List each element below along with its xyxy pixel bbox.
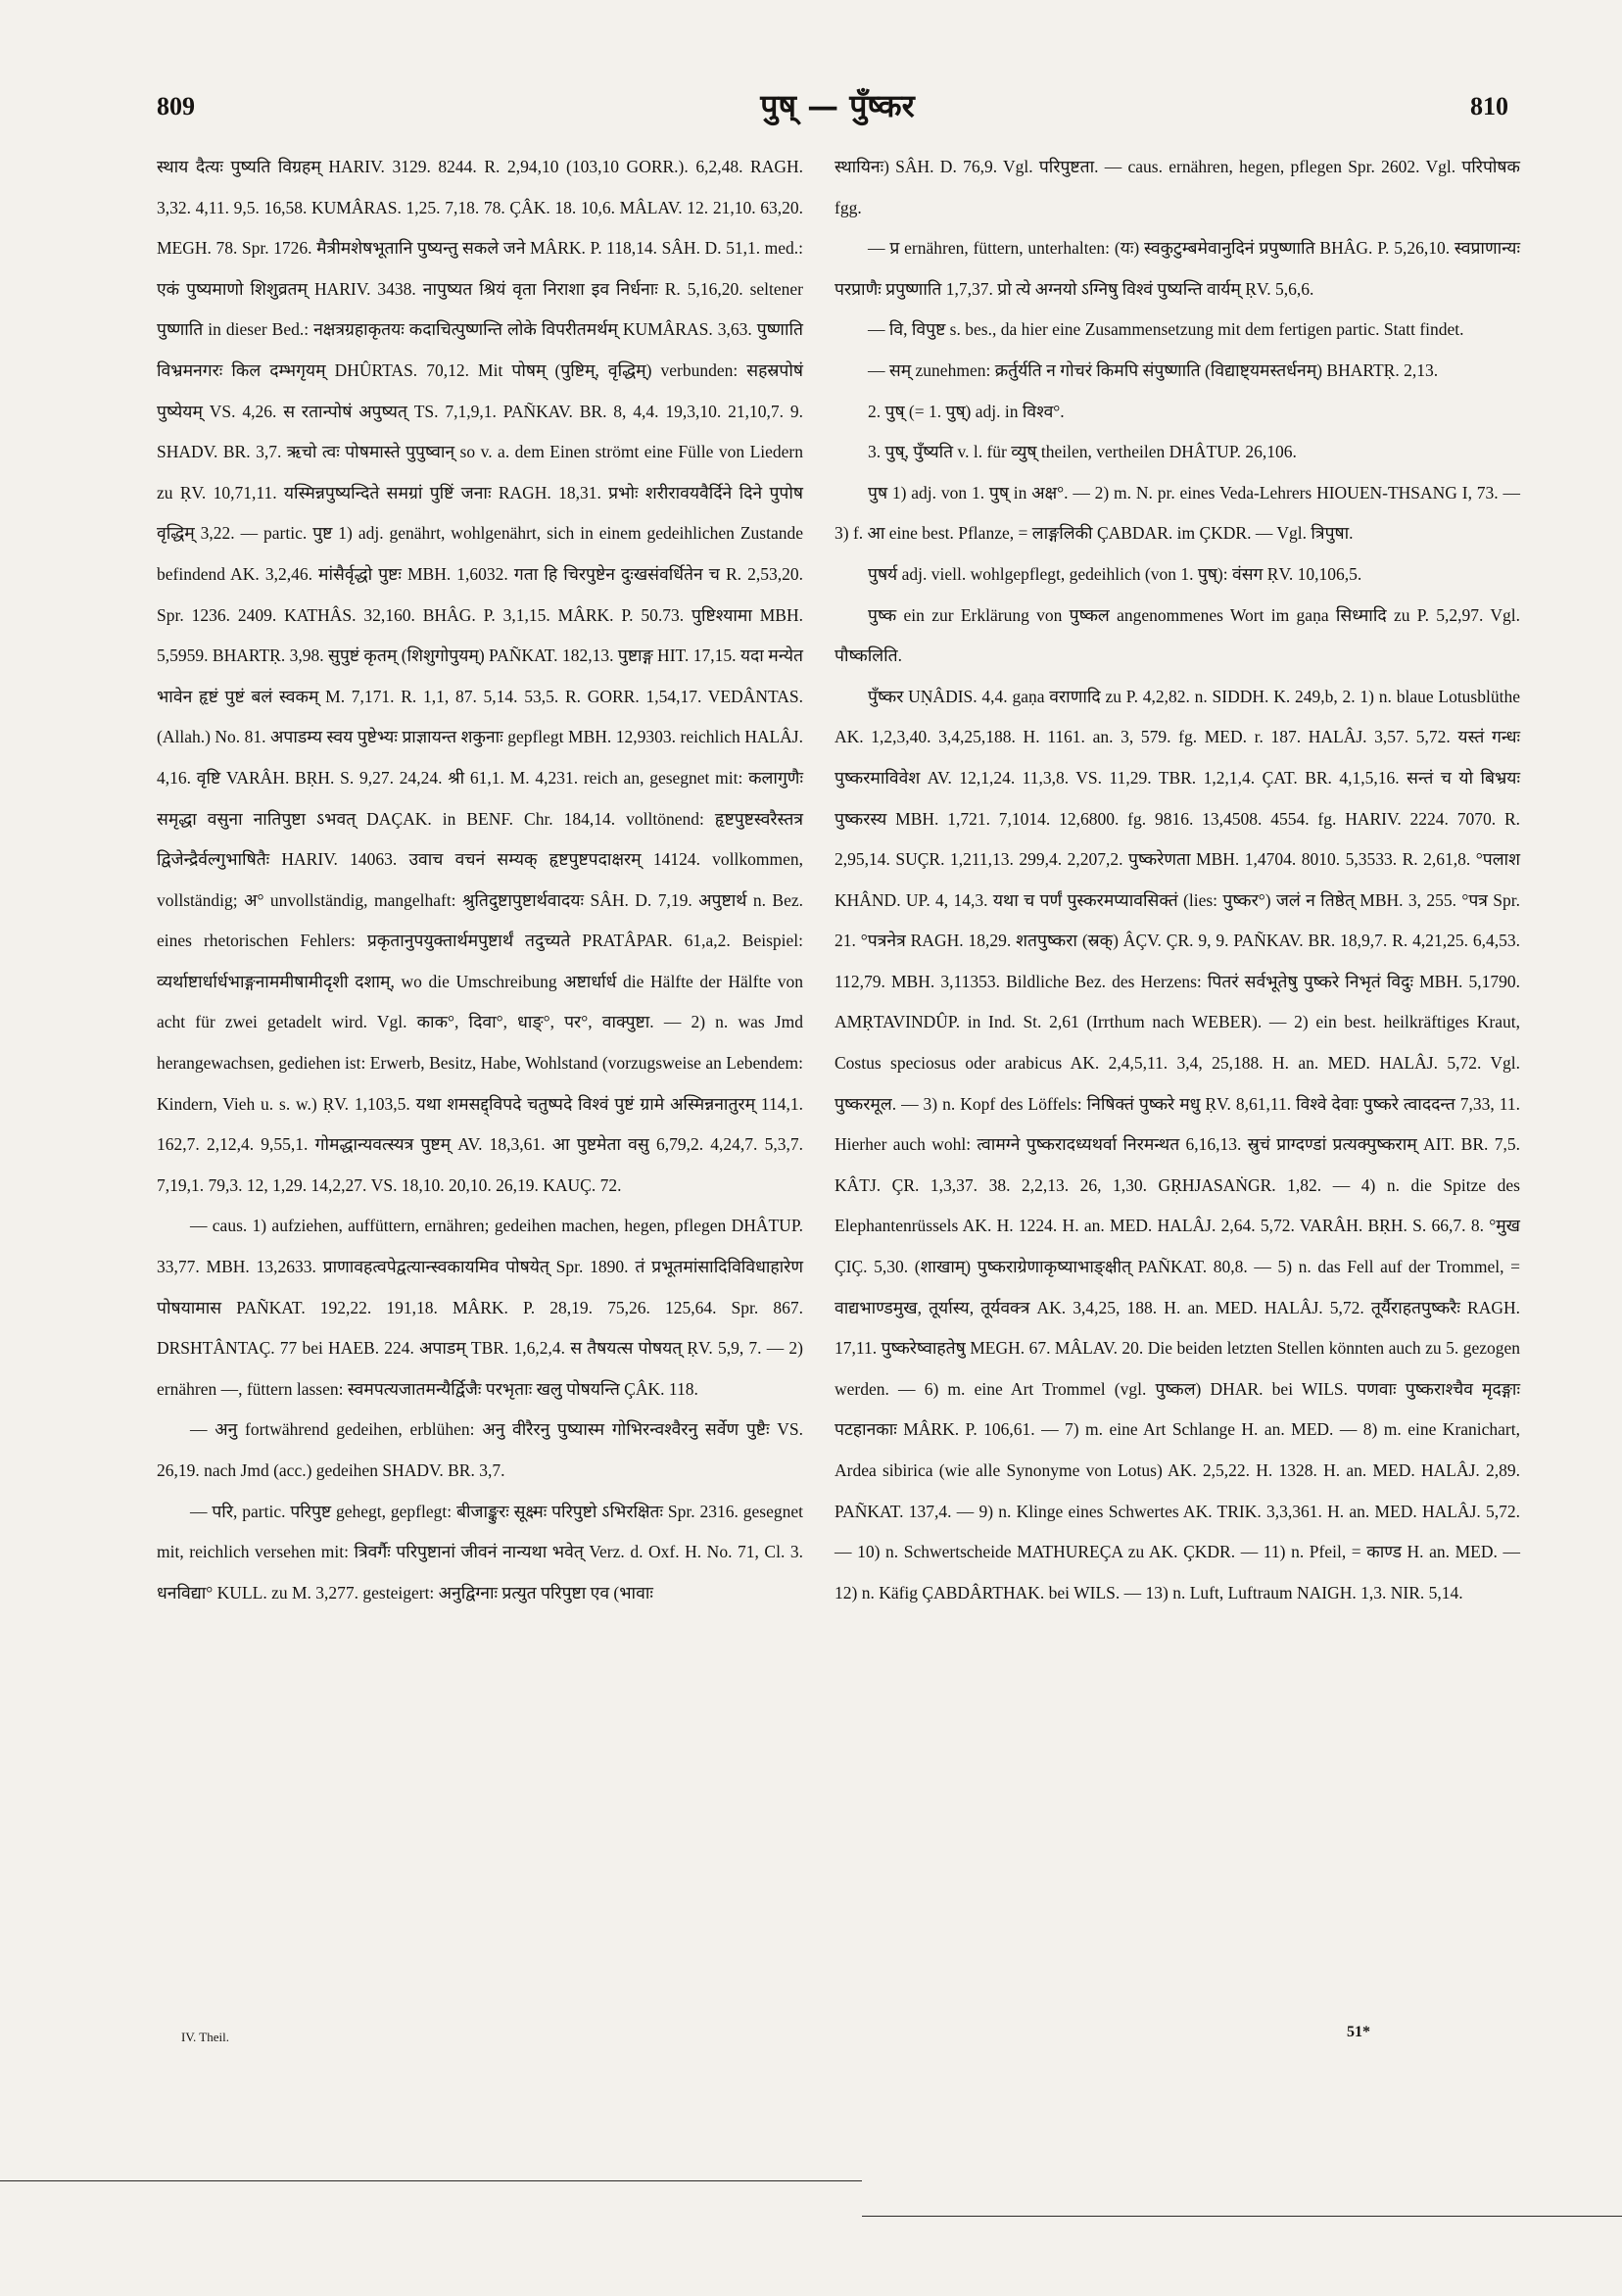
entry-paragraph: पुँष्कर UṆÂDIS. 4,4. gaṇa वराणादि zu P. 4,2,82. n. SIDDH. K. 249,b, 2. 1) n. blaue Lotusblüthe AK. 1,2,3,40. 3,4,25,188. H. 1161. an. 3, 579. fg. MED. r. 187. HALÂJ. 3,57. 5,72. यस्तं गन्धः पुष्करमाविवेश AV. 12,1,24. 11,3,8. VS. 11,29. TBR. 1,2,1,4. ÇAT. BR. 4,1,5,16. सन्तं च यो बिभ्रयः पुष्करस्य MBH. 1,721. 7,1014. 12,6800. fg. 9816. 13,4508. 4554. fg. HARIV. 2224. 7070. R. 2,95,14. SUÇR. 1,211,13. 299,4. 2,207,2. पुष्करेणता MBH. 1,4704. 8010. 5,3533. R. 2,61,8. °पलाश KHÂND. UP. 4, 14,3. यथा च पर्णं पुस्करमप्यावसिक्तं (lies: पुष्कर°) जलं न तिष्ठेत् MBH. 3, 255. °पत्र Spr. 21. °पत्रनेत्र RAGH. 18,29. शतपुष्करा (स्रक्) ÂÇV. ÇR. 9, 9. PAÑKAV. BR. 18,9,7. R. 4,21,25. 6,4,53. 112,79. MBH. 3,11353. Bildliche Bez. des Herzens: पितरं सर्वभूतेषु पुष्करे निभृतं विदुः MBH. 5,1790. AMṚTAVINDÛP. in Ind. St. 2,61 (Irrthum nach WEBER). — 2) ein best. heilkräftiges Kraut, Costus speciosus oder arabicus AK. 2,4,5,11. 3,4, 25,188. H. an. MED. HALÂJ. 5,72. Vgl. पुष्करमूल. — 3) n. Kopf des Löffels: निषिक्तं पुष्करे मधु ṚV. 8,61,11. विश्वे देवाः पुष्करे त्वाददन्त 7,33, 11. Hierher auch wohl: त्वामग्ने पुष्करादध्यथर्वा निरमन्थत 6,16,13. स्रुचं प्राग्दण्डां प्रत्यक्पुष्कराम् AIT. BR. 7,5. KÂTJ. ÇR. 1,3,37. 38. 2,2,13. 26, 1,30. GṚHJASAṄGR. 1,82. — 4) n. die Spitze des Elephantenrüssels AK. H. 1224. H. an. MED. HALÂJ. 2,64. 5,72. VARÂH. BṚH. S. 66,7. 8. °मुख ÇIÇ. 5,30. (शाखाम्) पुष्कराग्रेणाकृष्याभाङ्क्षीत् PAÑKAT. 80,8. — 5) n. das Fell auf der Trommel, = वाद्यभाण्डमुख, तूर्यास्य, तूर्यवक्त्र AK. 3,4,25, 188. H. an. MED. HALÂJ. 5,72. तूर्यैराहतपुष्करैः RAGH. 17,11. पुष्करेष्वाहतेषु MEGH. 67. MÂLAV. 20. Die beiden letzten Stellen könnten auch zu 5. gezogen werden. — 6) m. eine Art Trommel (vgl. पुष्कल) DHAR. bei WILS. पणवाः पुष्कराश्चैव मृदङ्गाः पटहानकाः MÂRK. P. 106,61. — 7) m. eine Art Schlange H. an. MED. — 8) m. eine Kranichart, Ardea sibirica (wie alle Synonyme von Lotus) AK. 2,5,22. H. 1328. H. an. MED. HALÂJ. 2,89. PAÑKAT. 137,4. — 9) n. Klinge eines Schwertes AK. TRIK. 3,3,361. H. an. MED. HALÂJ. 5,72. — 10) n. Schwertscheide MATHUREÇA zu AK. ÇKDR. — 11) n. Pfeil, = काण्ड H. an. MED. — 12) n. Käfig ÇABDÂRTHAK. bei WILS. — 13) n. Luft, Luftraum NAIGH. 1,3. NIR. 5,14. — [835, 686, 1520, 1602]
entry-paragraph: पुष 1) adj. von 1. पुष् in अक्ष°. — 2) m. N. pr. eines Veda-Lehrers HIOUEN-THSANG I, 73. — 3) f. आ eine best. Pflanze, = लाङ्गलिकी ÇABDAR. im ÇKDR. — Vgl. त्रिपुषा. — [835, 482, 1520, 544]
entry-paragraph: — वि, विपुष्ट s. bes., da hier eine Zusammensetzung mit dem fertigen partic. Statt findet. — [868, 319, 1464, 340]
entry-paragraph: पुष्क ein zur Erklärung von पुष्कल angenommenes Wort im gaṇa सिध्मादि zu P. 5,2,97. Vgl. पौष्कलिति. — [835, 604, 1520, 666]
entry-paragraph: — सम् zunehmen: क्रर्तुर्यति न गोचरं किमपि संपुष्णाति (विद्याष्ट्यमस्तर्धनम्) BHARTṚ. 2,13. — [868, 359, 1439, 380]
entry-paragraph: — परि, partic. परिपुष्ट gehegt, gepflegt: बीजाङ्कुरः सूक्ष्मः परिपुष्टो ऽभिरक्षितः Spr. 2316. gesegnet mit, reichlich versehen mit: त्रिवर्गैः परिपुष्टानां जीवनं नान्यथा भवेत् Verz. d. Oxf. H. No. 71, Cl. 3. धनविद्या° KULL. zu M. 3,277. gesteigert: अनुद्विग्नाः प्रत्युत परिपुष्टा एव (भावाः — [157, 1501, 803, 1602]
page-number-left: 809 — [157, 92, 195, 120]
entry-paragraph: 2. पुष् (= 1. पुष्) adj. in विश्व°. — [868, 401, 1065, 421]
running-head: पुष् — पुँष्कर — [760, 87, 915, 124]
right-column — [835, 147, 1520, 1613]
bottom-rule — [862, 2216, 1622, 2217]
entry-paragraph: स्थाय दैत्यः पुष्यति विग्रहम् HARIV. 3129. 8244. R. 2,94,10 (103,10 GORR.). 6,2,48. RAGH. 3,32. 4,11. 9,5. 16,58. KUMÂRAS. 1,25. 7,18. 78. ÇÂK. 18. 10,6. MÂLAV. 12. 21,10. 63,20. MEGH. 78. Spr. 1726. मैत्रीमशेषभूतानि पुष्यन्तु सकले जने MÂRK. P. 118,14. SÂH. D. 51,1. med.: एकं पुष्यमाणो शिशुव्रतम् HARIV. 3438. नापुष्यत श्रियं वृता निराशा इव निर्धनाः R. 5,16,20. seltener पुष्णाति in dieser Bed.: नक्षत्रग्रहाकृतयः कदाचित्पुष्णन्ति लोके विपरीतमर्थम् KUMÂRAS. 3,63. पुष्णाति विभ्रमनगरः किल दम्भगृयम् DHÛRTAS. 70,12. Mit पोषम् (पुष्टिम्, वृद्धिम्) verbunden: सहस्रपोषं पुष्येयम् VS. 4,26. स रतान्पोषं अपुष्यत् TS. 7,1,9,1. PAÑKAV. BR. 8, 4,4. 19,3,10. 21,10,7. 9. SHADV. BR. 3,7. ऋचो त्वः पोषमास्ते पुपुष्वान् so v. a. dem Einen strömt eine Fülle von Liedern zu ṚV. 10,71,11. यस्मिन्नपुष्यन्दिते समग्रां पुष्टिं जनाः RAGH. 18,31. प्रभोः शरीरावयवैर्दिने दिने पुपोष वृद्धिम् 3,22. — partic. पुष्ट 1) adj. genährt, wohlgenährt, sich in einem gedeihlichen Zustande befindend AK. 3,2,46. मांसैर्वृद्धो पुष्टः MBH. 1,6032. गता हि चिरपुष्टेन दुःखसंवर्धितेन च R. 2,53,20. Spr. 1236. 2409. KATHÂS. 32,160. BHÂG. P. 3,1,15. MÂRK. P. 50.73. पुष्टिश्यामा MBH. 5,5959. BHARTṚ. 3,98. सुपुष्टं कृतम् (शिशुगोपुयम्) PAÑKAT. 182,13. पुष्टाङ्ग HIT. 17,15. यदा मन्येत भावेन हृष्टं पुष्टं बलं स्वकम् M. 7,171. R. 1,1, 87. 5,14. 53,5. R. GORR. 1,54,17. VEDÂNTAS. (Allah.) No. 81. अपाडम्य स्वय पुष्टेभ्यः प्राज्ञायन्त शकुनाः gepflegt MBH. 12,9303. reichlich HALÂJ. 4,16. वृष्टि VARÂH. BṚH. S. 9,27. 24,24. श्री 61,1. M. 4,231. reich an, gesegnet mit: कलागुणैः समृद्धा वसुना नातिपुष्टा ऽभवत् DAÇAK. in BENF. Chr. 184,14. volltönend: हृष्टपुष्टस्वरैस्तत्र द्विजेन्द्रैर्वल्गुभाषितैः HARIV. 14063. उवाच वचनं सम्यक् हृष्टपुष्टपदाक्षरम् 14124. vollkommen, vollständig; अ° unvollständig, mangelhaft: श्रुतिदुष्टापुष्टार्थवादयः SÂH. D. 7,19. अपुष्टार्थ n. Bez. eines rhetorischen Fehlers: प्रकृतानुपयुक्तार्थमपुष्टार्थं तदुच्यते PRATÂPAR. 61,a,2. Beispiel: व्यर्थाष्टार्धार्धभाङ्गनाममीषामीदृशी दशाम्, wo die Umschreibung अष्टार्धार्ध die Hälfte der Hälfte von acht für zwei getadelt wird. Vgl. काक°, दिवा°, धाङ्°, पर°, वाक्पुष्टा. — 2) n. was Jmd herangewachsen, gediehen ist: Erwerb, Besitz, Habe, Wohlstand (vorzugsweise an Lebendem: Kindern, Vieh u. s. w.) ṚV. 1,103,5. यथा शमसद्द्विपदे चतुष्पदे विश्वं पुष्टं ग्रामे अस्मिन्ननातुरम् 114,1. 162,7. 2,12,4. 9,55,1. गोमद्धान्यवत्स्यत्र पुष्टम् AV. 18,3,61. आ पुष्टमेता वसु 6,79,2. 4,24,7. 5,3,7. 7,19,1. 79,3. 12, 1,29. 14,2,27. VS. 18,10. 20,10. 26,19. KAUÇ. 72. — [157, 157, 803, 1195]
entry-paragraph: 3. पुष्, पुँष्यति v. l. für व्युष् theilen, vertheilen DHÂTUP. 26,106. — [868, 442, 1297, 462]
bottom-rule — [0, 2180, 862, 2181]
signature-mark: 51* — [1347, 2024, 1370, 2040]
sheet-note: IV. Theil. — [181, 2030, 229, 2044]
entry-paragraph: — अनु fortwährend gedeihen, erblühen: अनु वीरैरनु पुष्यास्म गोभिरन्वश्वैरनु सर्वेण पुष्टैः VS. 26,19. nach Jmd (acc.) gedeihen SHADV. BR. 3,7. — [157, 1419, 803, 1480]
entry-paragraph: स्थायिनः) SÂH. D. 76,9. Vgl. परिपुष्टता. — caus. ernähren, hegen, pflegen Spr. 2602. Vgl. परिपोषक fgg. — [835, 157, 1520, 217]
entry-paragraph: पुषर्य adj. viell. wohlgepflegt, gedeihlich (von 1. पुष्): वंसग ṚV. 10,106,5. — [868, 563, 1362, 584]
page-header — [157, 84, 1518, 133]
left-column — [157, 147, 803, 1613]
page-number-right: 810 — [1470, 92, 1508, 120]
entry-paragraph: — caus. 1) aufziehen, auffüttern, ernähren; gedeihen machen, hegen, pflegen DHÂTUP. 33,77. MBH. 13,2633. प्राणावहत्वपेद्वत्यान्स्वकायमिव पोषयेत् Spr. 1890. तं प्रभूतमांसादिविविधाहारेण पोषयामास PAÑKAT. 192,22. 191,18. MÂRK. P. 28,19. 75,26. 125,64. Spr. 867. DRSHTÂNTAÇ. 77 bei HAEB. 224. अपाडम् TBR. 1,6,2,4. स तैषयत्स पोषयत् ṚV. 5,9, 7. — 2) ernähren —, füttern lassen: स्वमपत्यजातमन्यैर्द्विजैः परभृताः खलु पोषयन्ति ÇÂK. 118. — [157, 1216, 803, 1399]
entry-paragraph: — प्र ernähren, füttern, unterhalten: (यः) स्वकुटुम्बमेवानुदिनं प्रपुष्णाति BHÂG. P. 5,26,10. स्वप्राणान्यः परप्राणैः प्रपुष्णाति 1,7,37. प्रो त्ये अग्नयो ऽग्निषु विश्वं पुष्यन्ति वार्यम् ṚV. 5,6,6. — [835, 238, 1520, 299]
